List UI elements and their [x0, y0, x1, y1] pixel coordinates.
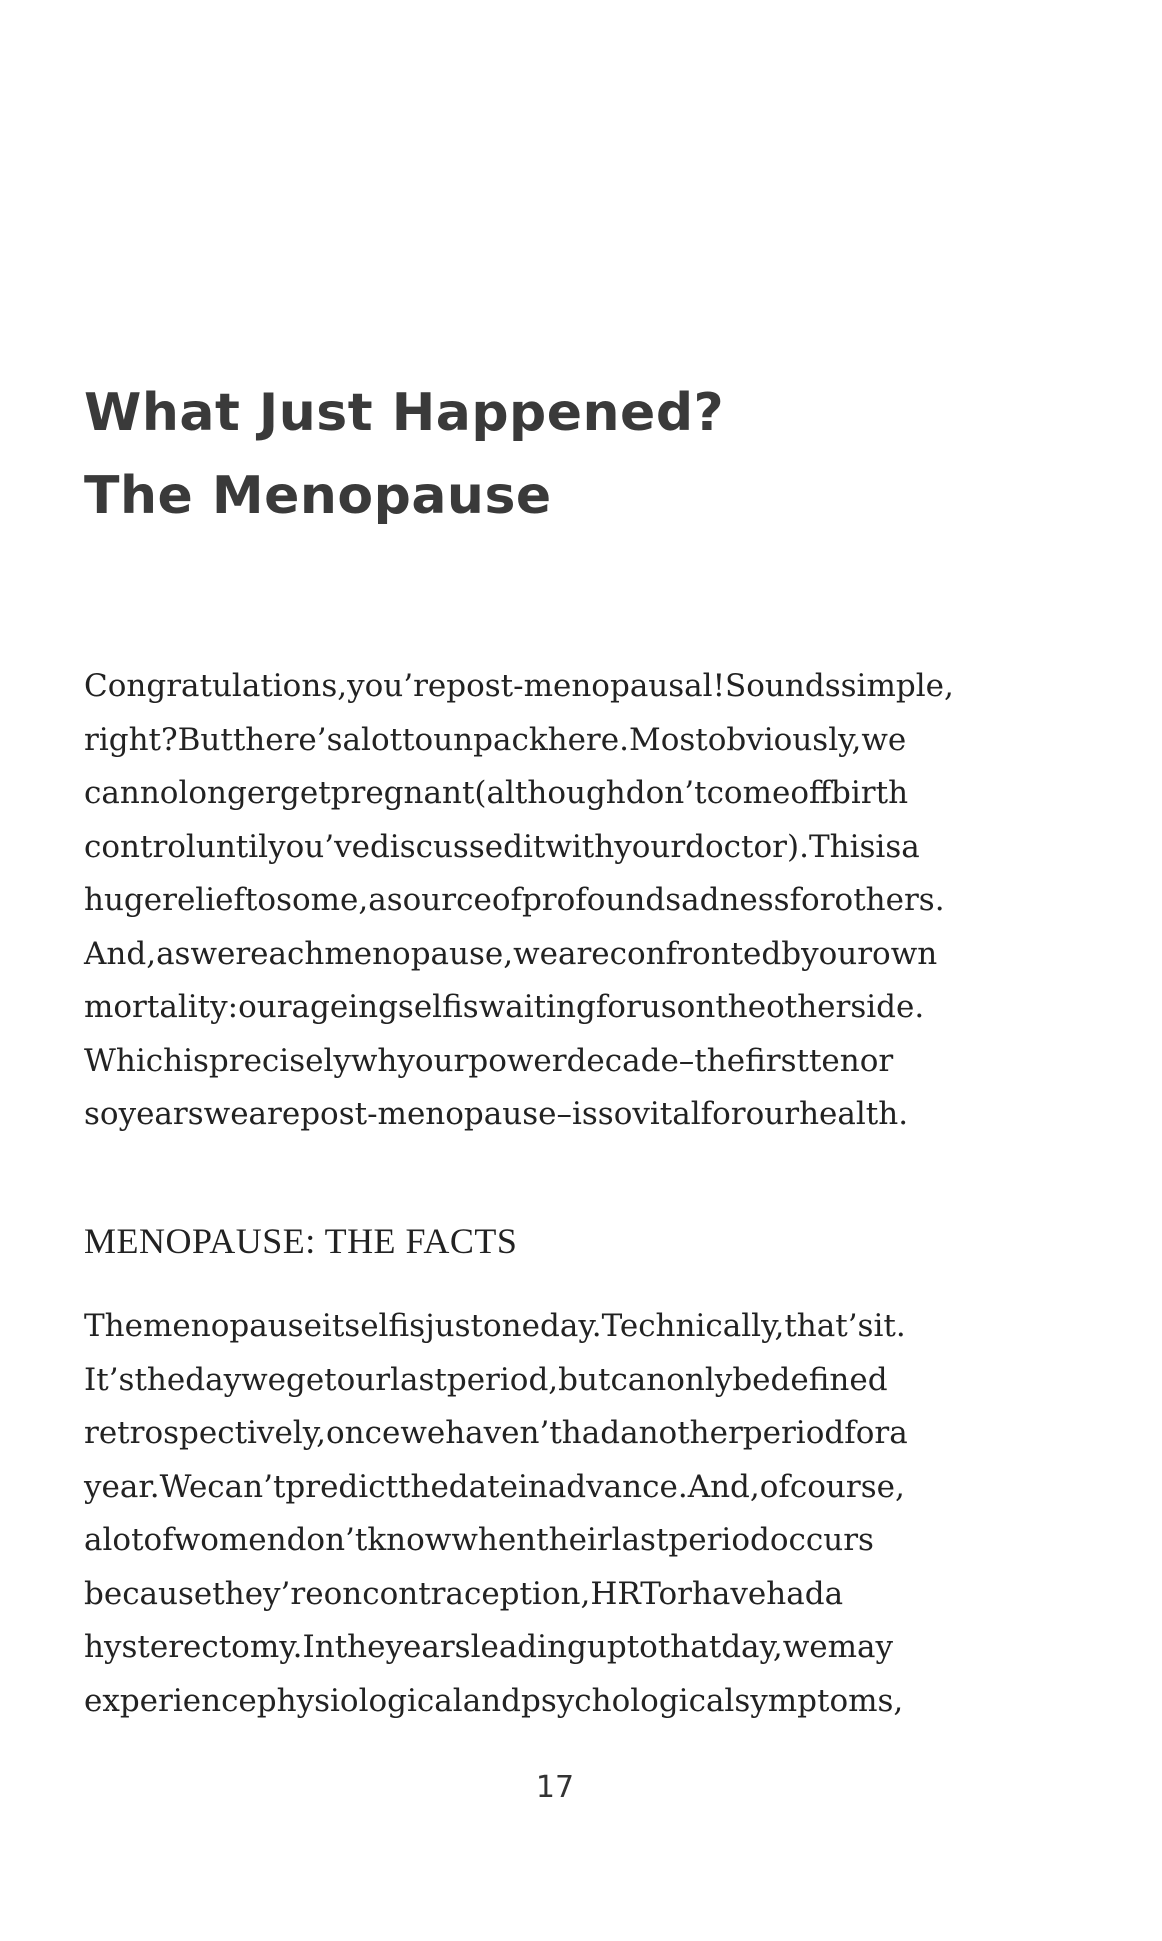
chapter-title [84, 372, 1084, 538]
section-heading: MENOPAUSE: THE FACTS [84, 1221, 518, 1261]
paragraph-line: right?Butthere’salottounpackhere.Mostobviously,we [84, 721, 907, 758]
paragraph-line: hugerelieftosome,asourceofprofoundsadnessforothers. [84, 882, 945, 918]
section-paragraph [84, 1300, 1028, 1728]
paragraph-line: Whichispreciselywhyourpowerdecade–thefirsttenor [84, 1042, 894, 1079]
paragraph-line: alotofwomendon’tknowwhentheirlastperiodoccurs [84, 1522, 874, 1558]
paragraph-line: It’sthedaywegetourlastperiod,butcanonlybedefined [84, 1361, 888, 1398]
paragraph-line: Themenopauseitselfisjustoneday.Technically,that’sit. [84, 1308, 906, 1344]
paragraph-line: becausethey’reoncontraception,HRTorhavehada [84, 1575, 844, 1612]
paragraph-line: retrospectively,oncewehaven’thadanotherperiodfora [84, 1415, 908, 1451]
paragraph-line: cannolongergetpregnant(althoughdon’tcomeoffbirth [84, 775, 909, 811]
page-number: 17 [535, 1770, 575, 1805]
paragraph-line: Congratulations,you’repost-menopausal!Soundssimple, [84, 668, 954, 704]
chapter-title-line-1: What Just Happened? [84, 383, 725, 443]
paragraph-line: hysterectomy.Intheyearsleadinguptothatday,wemay [84, 1629, 894, 1665]
intro-paragraph [84, 660, 1028, 1142]
paragraph-line: mortality:ourageingselfiswaitingforusontheotherside. [84, 989, 925, 1025]
paragraph-line: And,aswereachmenopause,weareconfrontedbyourown [84, 935, 938, 972]
paragraph-line: year.Wecan’tpredictthedateinadvance.And,ofcourse, [84, 1468, 905, 1505]
paragraph-line: experiencephysiologicalandpsychologicalsymptoms, [84, 1682, 904, 1719]
paragraph-line: soyearswearepost-menopause–issovitalforourhealth. [84, 1096, 909, 1132]
paragraph-line: controluntilyou’vediscusseditwithyourdoctor).Thisisa [84, 828, 920, 865]
chapter-title-line-2: The Menopause [84, 466, 552, 526]
